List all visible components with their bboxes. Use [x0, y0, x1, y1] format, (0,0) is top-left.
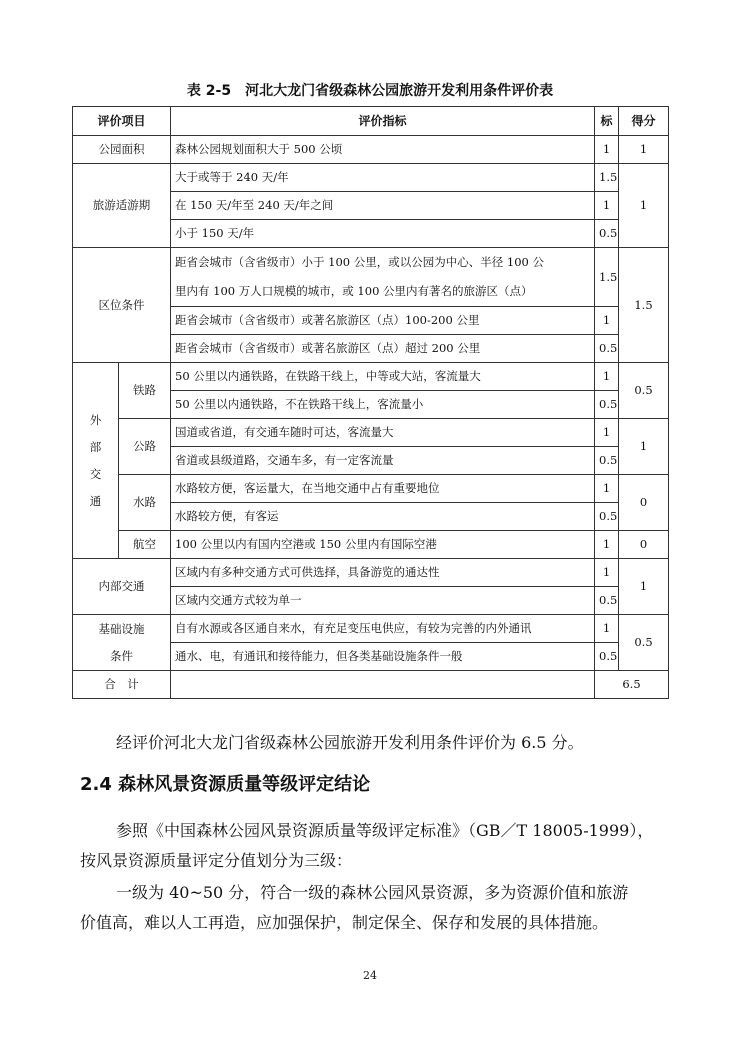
std-value: 0.5: [595, 503, 619, 531]
external-traffic-label: [73, 363, 119, 559]
header-std: 标: [595, 107, 619, 136]
indicator-text: [171, 248, 595, 307]
row-label-line: 条件: [110, 648, 133, 663]
std-value: 1.5: [595, 164, 619, 192]
section-heading: 2.4 森林风景资源质量等级评定结论: [80, 774, 371, 795]
std-value: 1: [595, 136, 619, 164]
header-score: 得分: [619, 107, 669, 136]
std-value: 1: [595, 419, 619, 447]
table-row: [73, 164, 669, 192]
score-value: 0: [619, 475, 669, 531]
score-value: 1: [619, 559, 669, 615]
evaluation-table: [72, 106, 669, 699]
indicator-text: 距省会城市（含省级市）或著名旅游区（点）100-200 公里: [171, 307, 595, 335]
total-label: 合 计: [73, 671, 171, 699]
row-label-line: 基础设施: [98, 621, 145, 636]
indicator-text: 省道或县级道路，交通车多，有一定客流量: [171, 447, 595, 475]
indicator-text: 自有水源或各区通自来水，有充足变压电供应，有较为完善的内外通讯: [171, 615, 595, 643]
table-header-row: [73, 107, 669, 136]
indicator-text: 国道或省道，有交通车随时可达，客流量大: [171, 419, 595, 447]
std-value: 1: [595, 475, 619, 503]
std-value: 1: [595, 615, 619, 643]
indicator-text: 50 公里以内通铁路，在铁路干线上，中等或大站，客流量大: [171, 363, 595, 391]
table-row: [73, 363, 669, 391]
table-row: [73, 248, 669, 307]
indicator-line: 距省会城市（含省级市）小于 100 公里，或以公园为中心、半径 100 公: [175, 255, 545, 269]
std-value: 1: [595, 307, 619, 335]
std-value: 0.5: [595, 643, 619, 671]
std-value: 1: [595, 559, 619, 587]
indicator-text: 100 公里以内有国内空港或 150 公里内有国际空港: [171, 531, 595, 559]
score-value: 0: [619, 531, 669, 559]
header-item: 评价项目: [73, 107, 171, 136]
row-label: [73, 615, 171, 671]
row-label: 公园面积: [73, 136, 171, 164]
table-row: [73, 419, 669, 447]
total-score: 6.5: [595, 671, 669, 699]
score-value: 1.5: [619, 248, 669, 363]
indicator-text: 距省会城市（含省级市）或著名旅游区（点）超过 200 公里: [171, 335, 595, 363]
vertical-char: 外: [89, 412, 102, 427]
row-label: 旅游适游期: [73, 164, 171, 248]
sub-label: 水路: [119, 475, 171, 531]
indicator-text: 大于或等于 240 天/年: [171, 164, 595, 192]
row-label: 区位条件: [73, 248, 171, 363]
table-row-total: [73, 671, 669, 699]
indicator-line: 里内有 100 万人口规模的城市，或 100 公里内有著名的旅游区（点）: [175, 284, 533, 298]
table-row: [73, 559, 669, 587]
sub-label: 航空: [119, 531, 171, 559]
paragraph-line: 按风景资源质量评定分值划分为三级：: [80, 851, 353, 870]
std-value: 0.5: [595, 587, 619, 615]
table-caption: 表 2-5 河北大龙门省级森林公园旅游开发利用条件评价表: [186, 83, 554, 99]
indicator-text: 水路较方便，有客运: [171, 503, 595, 531]
std-value: 1.5: [595, 248, 619, 307]
header-indicator: 评价指标: [171, 107, 595, 136]
paragraph-reference: [80, 816, 670, 876]
table-row: [73, 475, 669, 503]
score-value: 1: [619, 419, 669, 475]
paragraph-level-one: [80, 878, 670, 938]
std-value: 0.5: [595, 220, 619, 248]
paragraph-line: 参照《中国森林公园风景资源质量等级评定标准》（GB／T 18005-1999），: [116, 821, 654, 840]
table-row: [73, 136, 669, 164]
sub-label: 公路: [119, 419, 171, 475]
std-value: 1: [595, 363, 619, 391]
vertical-char: 通: [89, 493, 102, 508]
std-value: 0.5: [595, 391, 619, 419]
sub-label: 铁路: [119, 363, 171, 419]
table-row: [73, 615, 669, 643]
score-value: 1: [619, 164, 669, 248]
indicator-text: 在 150 天/年至 240 天/年之间: [171, 192, 595, 220]
indicator-text: 区域内有多种交通方式可供选择，具备游览的通达性: [171, 559, 595, 587]
paragraph-line: 一级为 40~50 分，符合一级的森林公园风景资源，多为资源价值和旅游: [116, 883, 629, 902]
empty-cell: [171, 671, 595, 699]
score-value: 0.5: [619, 615, 669, 671]
indicator-text: 森林公园规划面积大于 500 公顷: [171, 136, 595, 164]
indicator-text: 通水、电，有通讯和接待能力，但各类基础设施条件一般: [171, 643, 595, 671]
std-value: 1: [595, 531, 619, 559]
indicator-text: 区域内交通方式较为单一: [171, 587, 595, 615]
paragraph-line: 价值高，难以人工再造，应加强保护，制定保全、保存和发展的具体措施。: [80, 913, 609, 932]
score-value: 1: [619, 136, 669, 164]
indicator-text: 50 公里以内通铁路，不在铁路干线上，客流量小: [171, 391, 595, 419]
vertical-char: 交: [89, 466, 102, 481]
page-number: 24: [363, 969, 377, 982]
row-label: 内部交通: [73, 559, 171, 615]
indicator-text: 小于 150 天/年: [171, 220, 595, 248]
score-value: 0.5: [619, 363, 669, 419]
std-value: 0.5: [595, 335, 619, 363]
paragraph-result: 经评价河北大龙门省级森林公园旅游开发利用条件评价为 6.5 分。: [116, 733, 584, 752]
indicator-text: 水路较方便，客运量大，在当地交通中占有重要地位: [171, 475, 595, 503]
std-value: 0.5: [595, 447, 619, 475]
table-row: [73, 531, 669, 559]
std-value: 1: [595, 192, 619, 220]
vertical-char: 部: [89, 439, 102, 454]
